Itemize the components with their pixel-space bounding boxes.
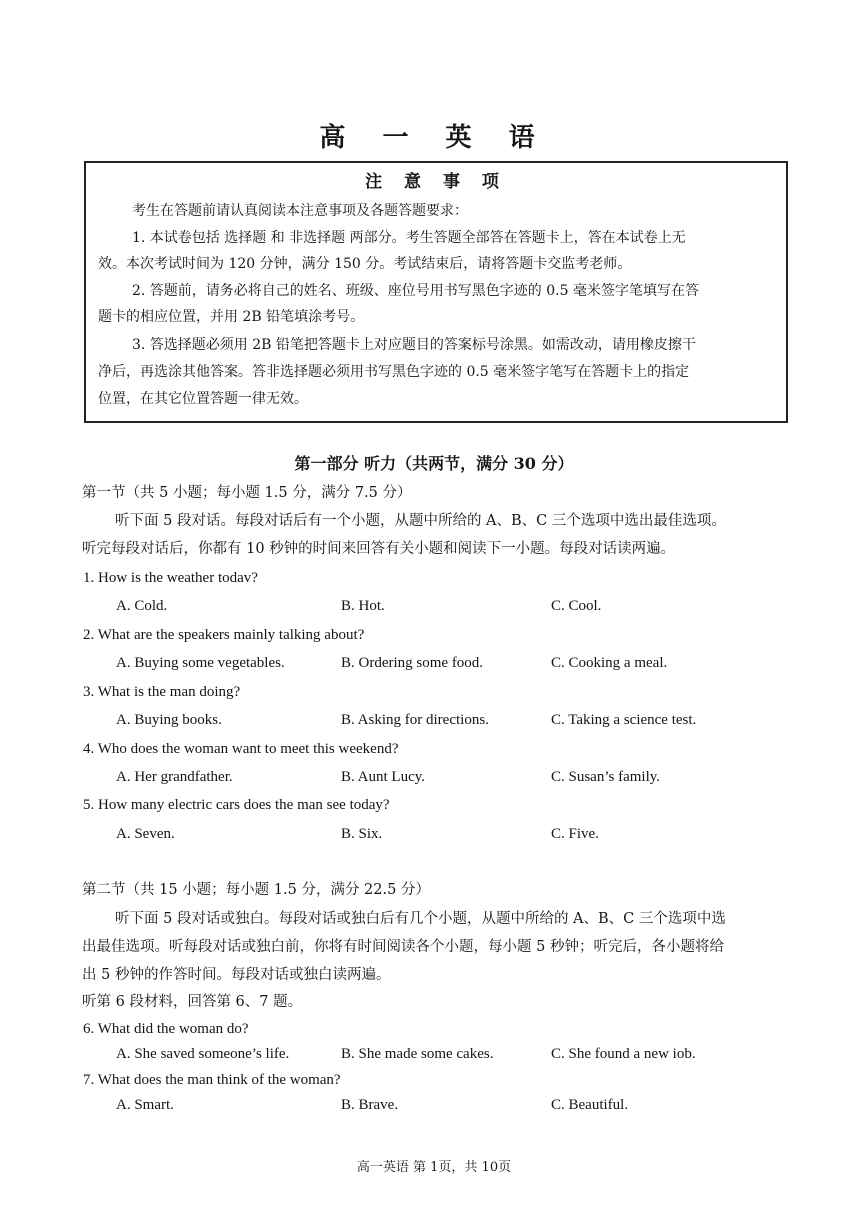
- question-text: 1. How is the weather todav?: [83, 570, 258, 586]
- question-text: 3. What is the man doing?: [83, 684, 241, 700]
- question-text: 6. What did the woman do?: [83, 1021, 249, 1037]
- option-b: B. Aunt Lucy.: [341, 769, 426, 785]
- notice-line: 3. 答选择题必须用 2B 铅笔把答题卡上对应题目的答案标号涂黑。如需改动，请用橡皮擦干: [132, 337, 696, 353]
- notice-line: 位置，在其它位置答题一律无效。: [98, 391, 308, 407]
- page-title: 高 一 英 语: [319, 123, 549, 153]
- question-text: 4. Who does the woman want to meet this weekend?: [83, 741, 399, 757]
- option-b: B. Brave.: [341, 1097, 399, 1113]
- notice-line: 效。本次考试时间为 120 分钟，满分 150 分。考试结束后，请将答题卡交监考老师。: [98, 256, 632, 272]
- notice-line: 1. 本试卷包括 选择题 和 非选择题 两部分。考生答题全部答在答题卡上，答在本试卷上无: [132, 230, 686, 246]
- option-c: C. Cooking a meal.: [551, 655, 668, 671]
- instruction-line: 听完每段对话后，你都有 10 秒钟的时间来回答有关小题和阅读下一小题。每段对话读两遍。: [82, 541, 676, 557]
- option-b: B. Ordering some food.: [341, 655, 484, 671]
- option-c: C. Beautiful.: [551, 1097, 629, 1113]
- page-footer: 高一英语 第 1页，共 10页: [356, 1160, 512, 1175]
- option-b: B. Asking for directions.: [341, 712, 489, 728]
- part-heading: 第一部分 听力（共两节，满分 30 分）: [294, 454, 574, 473]
- option-a: A. Buying books.: [116, 712, 222, 728]
- option-a: A. Cold.: [116, 598, 168, 614]
- option-a: A. Her grandfather.: [116, 769, 233, 785]
- notice-line: 2. 答题前，请务必将自己的姓名、班级、座位号用书写黑色字迹的 0.5 毫米签字笔填写在答: [132, 283, 699, 299]
- notice-box: [84, 161, 788, 423]
- option-a: A. Smart.: [116, 1097, 174, 1113]
- option-c: C. Taking a science test.: [551, 712, 697, 728]
- notice-line: 题卡的相应位置，并用 2B 铅笔填涂考号。: [98, 309, 365, 325]
- instruction-line: 出最佳选项。听每段对话或独白前，你将有时间阅读各个小题，每小题 5 秒钟；听完后，各小题将给: [82, 939, 724, 955]
- notice-line: 净后，再选涂其他答案。答非选择题必须用书写黑色字迹的 0.5 毫米签字笔写在答题卡上的指定: [98, 364, 690, 380]
- notice-heading: 注 意 事 项: [365, 172, 507, 192]
- option-c: C. Five.: [551, 826, 599, 842]
- notice-line: 考生在答题前请认真阅读本注意事项及各题答题要求：: [132, 203, 468, 219]
- option-a: A. Buying some vegetables.: [116, 655, 285, 671]
- option-c: C. Susan’s family.: [551, 769, 661, 785]
- option-c: C. Cool.: [551, 598, 602, 614]
- instruction-line: 出 5 秒钟的作答时间。每段对话或独白读两遍。: [82, 967, 391, 983]
- section-heading: 第一节（共 5 小题；每小题 1.5 分，满分 7.5 分）: [82, 485, 412, 501]
- option-b: B. Hot.: [341, 598, 385, 614]
- question-text: 2. What are the speakers mainly talking about?: [83, 627, 365, 643]
- instruction-line: 听下面 5 段对话或独白。每段对话或独白后有几个小题，从题中所给的 A、B、C 三个选项中选: [115, 911, 726, 927]
- instruction-line: 听下面 5 段对话。每段对话后有一个小题，从题中所给的 A、B、C 三个选项中选出最佳选项。: [115, 513, 726, 529]
- question-text: 7. What does the man think of the woman?: [83, 1072, 341, 1088]
- option-c: C. She found a new iob.: [551, 1046, 696, 1062]
- option-b: B. Six.: [341, 826, 383, 842]
- option-a: A. She saved someone’s life.: [116, 1046, 290, 1062]
- question-text: 5. How many electric cars does the man see today?: [83, 797, 390, 813]
- material-note: 听第 6 段材料，回答第 6、7 题。: [82, 994, 303, 1010]
- option-b: B. She made some cakes.: [341, 1046, 494, 1062]
- section-heading: 第二节（共 15 小题；每小题 1.5 分，满分 22.5 分）: [82, 882, 430, 898]
- option-a: A. Seven.: [116, 826, 175, 842]
